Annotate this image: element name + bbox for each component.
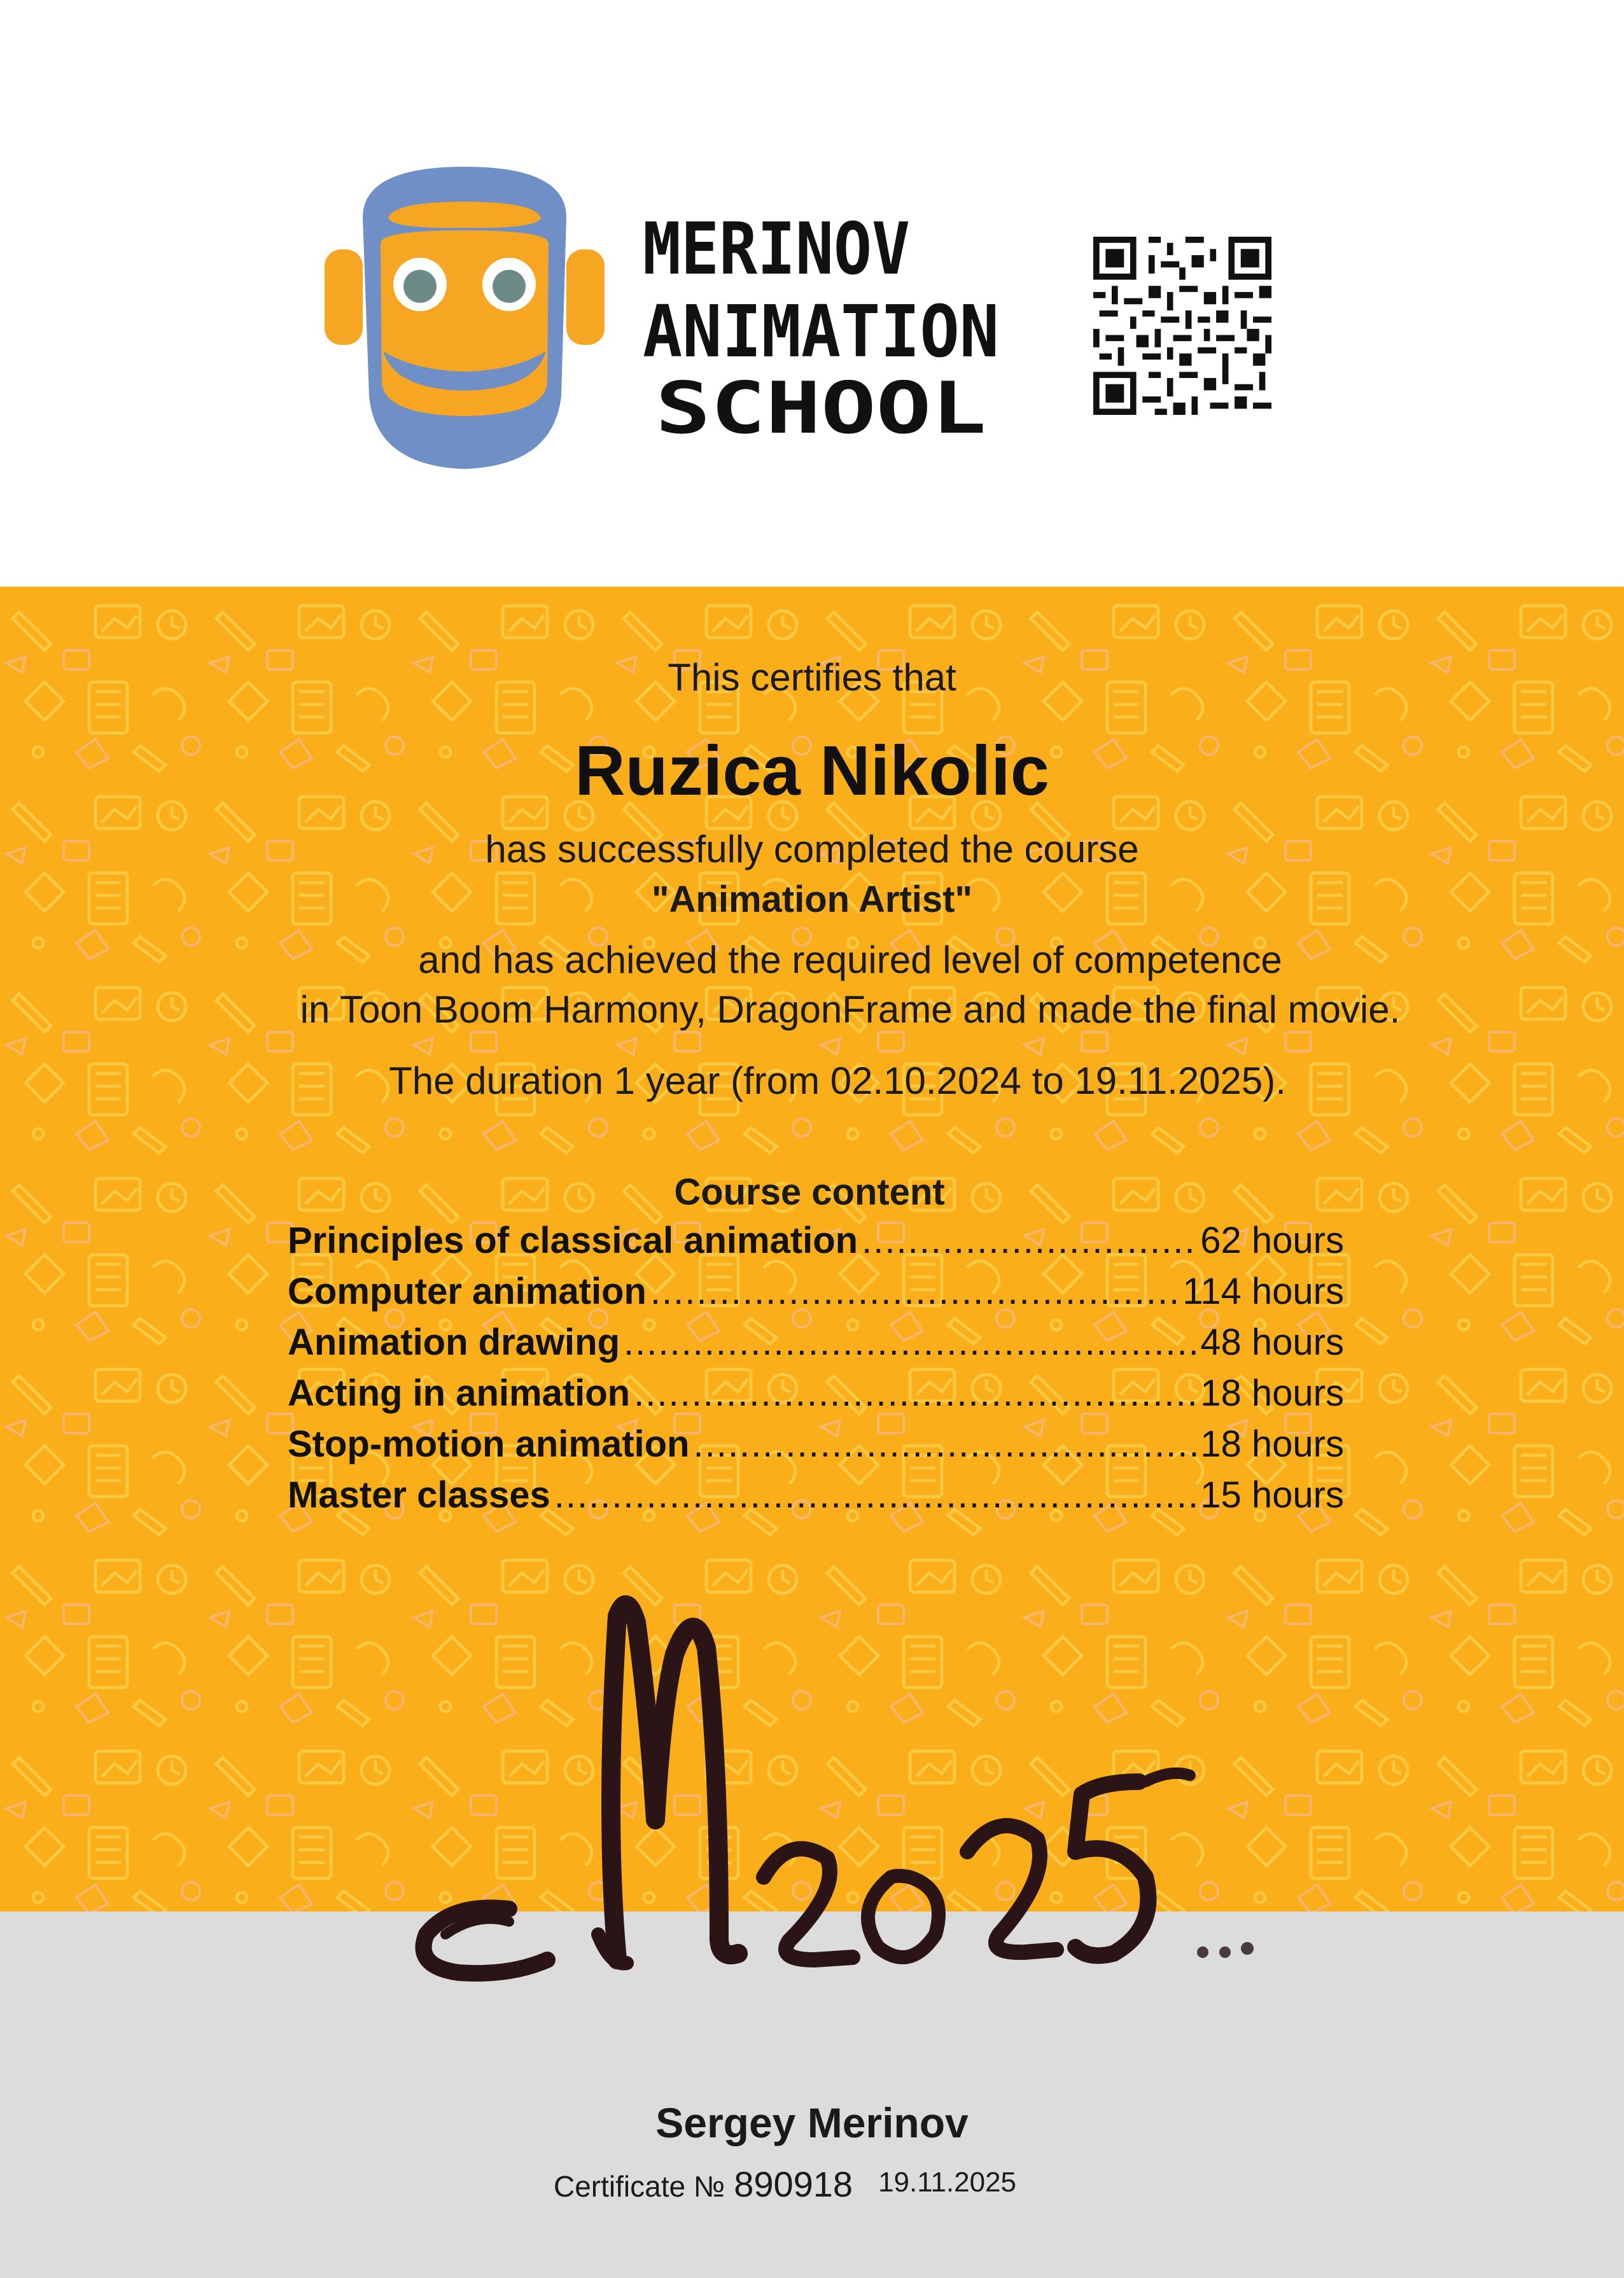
course-item-name: Animation drawing <box>288 1322 620 1363</box>
leader-dots <box>650 1270 1179 1313</box>
course-item-hours: 18 hours <box>1200 1373 1344 1414</box>
course-item <box>288 1321 1344 1372</box>
completed-text: has successfully completed the course <box>485 828 1139 870</box>
competence-line-2: in Toon Boom Harmony, DragonFrame and made the final movie. <box>300 988 1401 1031</box>
course-content-list <box>288 1219 1344 1525</box>
certificate-number: 890918 <box>734 2164 853 2204</box>
course-item-hours: 114 hours <box>1182 1271 1344 1312</box>
school-name-logo <box>643 210 1037 452</box>
school-name-line-1: MERINOV <box>643 210 910 291</box>
course-item <box>288 1372 1344 1423</box>
leader-dots <box>634 1372 1196 1415</box>
signer-name: Sergey Merinov <box>655 2099 969 2146</box>
leader-dots <box>694 1423 1197 1465</box>
course-item <box>288 1423 1344 1474</box>
course-duration: The duration 1 year (from 02.10.2024 to 19.11.2025). <box>389 1059 1286 1102</box>
course-item <box>288 1270 1344 1321</box>
course-item-name: Acting in animation <box>288 1373 631 1414</box>
course-name: "Animation Artist" <box>652 879 972 920</box>
course-item-hours: 48 hours <box>1200 1322 1344 1363</box>
certifies-intro: This certifies that <box>668 656 956 699</box>
course-item-hours: 62 hours <box>1200 1220 1344 1261</box>
course-item-name: Principles of classical animation <box>288 1220 858 1261</box>
competence-line-1: and has achieved the required level of competence <box>418 939 1282 981</box>
leader-dots <box>862 1219 1196 1262</box>
certificate-header <box>0 0 1624 587</box>
course-item <box>288 1474 1344 1525</box>
leader-dots <box>554 1474 1197 1516</box>
school-name-line-3: SCHOOL <box>655 367 986 450</box>
course-item <box>288 1219 1344 1270</box>
certificate-date: 19.11.2025 <box>878 2167 1017 2198</box>
leader-dots <box>624 1321 1196 1364</box>
course-item-name: Stop-motion animation <box>288 1423 690 1465</box>
certificate-info <box>554 2163 1016 2205</box>
school-logo-icon <box>325 167 605 472</box>
certificate-label: Certificate № <box>554 2170 725 2203</box>
handwritten-signature <box>407 1578 1273 1998</box>
course-item-hours: 18 hours <box>1200 1423 1344 1465</box>
school-name-line-2: ANIMATION <box>643 291 999 374</box>
course-item-name: Master classes <box>288 1474 550 1516</box>
course-item-name: Computer animation <box>288 1271 647 1312</box>
course-content-title: Course content <box>674 1171 945 1213</box>
recipient-name: Ruzica Nikolic <box>575 732 1049 810</box>
course-item-hours: 15 hours <box>1200 1474 1344 1516</box>
qr-code-icon[interactable] <box>1093 237 1271 415</box>
